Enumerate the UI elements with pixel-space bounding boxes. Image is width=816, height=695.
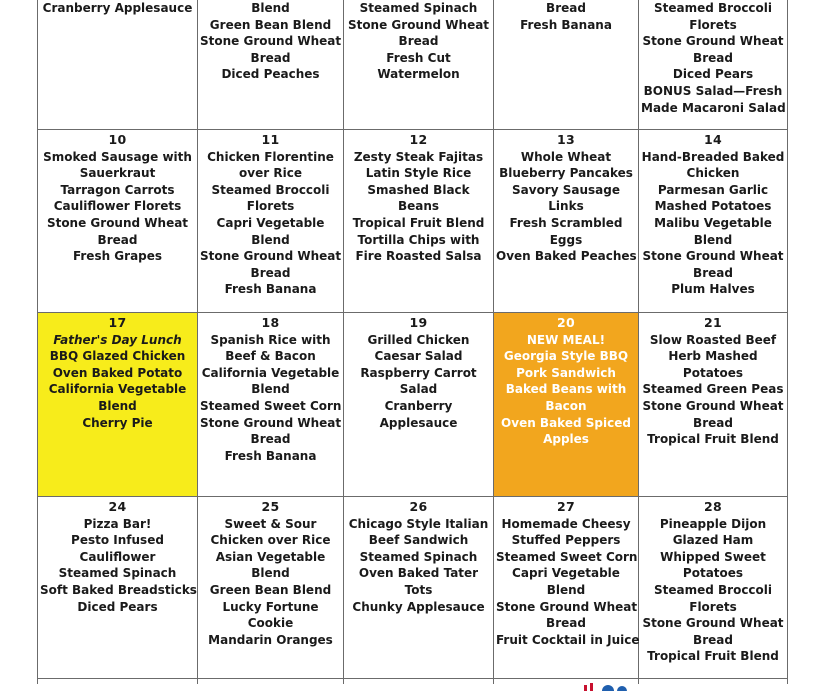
day-number: 19: [409, 315, 428, 330]
menu-item-line: Pineapple Dijon: [659, 516, 767, 531]
menu-item-line: Fresh Grapes: [72, 249, 163, 264]
menu-item-list: [641, 0, 785, 116]
menu-item-line: Blueberry Pancakes: [499, 166, 633, 181]
partial-logo-graphic: [576, 676, 696, 684]
calendar-cell-day-17: [38, 313, 197, 496]
menu-item-line: Blend: [98, 398, 137, 413]
menu-item-line: Bread: [693, 632, 733, 647]
menu-item-line: Steamed Sweet Corn: [200, 398, 342, 413]
menu-item-line: Smoked Sausage with: [43, 149, 192, 164]
menu-item-line: Eggs: [549, 232, 583, 247]
menu-item-line: Glazed Ham: [672, 533, 754, 548]
day-number: 20: [557, 315, 575, 330]
menu-item-line: Latin Style Rice: [365, 166, 472, 181]
menu-item-line: Potatoes: [682, 365, 744, 380]
menu-item-line: Stone Ground Wheat: [46, 215, 189, 230]
menu-item-line: Bread: [250, 265, 291, 280]
menu-item-line: Grilled Chicken: [367, 332, 470, 347]
menu-item-line: Diced Pears: [77, 599, 158, 614]
menu-item-line: Stone Ground Wheat: [200, 34, 342, 49]
menu-item-line: BBQ Glazed Chicken: [49, 349, 186, 364]
menu-item-line: Savory Sausage: [512, 182, 620, 197]
menu-item-line: Cherry Pie: [82, 415, 153, 430]
calendar-cell-partial: [344, 0, 493, 129]
menu-item-line: California Vegetable: [201, 365, 340, 380]
menu-item-line: Mandarin Oranges: [208, 632, 333, 647]
menu-item-line: Lucky Fortune: [222, 599, 319, 614]
grid-line: [787, 0, 788, 684]
calendar-cell-day-18: [198, 313, 343, 496]
calendar-cell-day-12: [344, 130, 493, 312]
calendar-cell-partial: [494, 0, 638, 129]
menu-item-line: Stone Ground Wheat: [642, 249, 784, 264]
menu-item-line: Bread: [250, 432, 291, 447]
menu-item-line: Salad: [399, 382, 438, 397]
menu-item-line: Fire Roasted Salsa: [355, 249, 482, 264]
day-number: 24: [108, 499, 127, 514]
menu-item-line: Cranberry: [384, 398, 453, 413]
menu-item-line: Bread: [693, 415, 733, 430]
day-number: 28: [704, 499, 722, 514]
menu-item-line: Chicken: [686, 166, 740, 181]
special-event-label: Father's Day Lunch: [53, 332, 182, 347]
menu-item-line: Oven Baked Tater: [358, 566, 479, 581]
menu-item-line: California Vegetable: [48, 382, 187, 397]
menu-item-line: Tropical Fruit Blend: [647, 649, 779, 664]
menu-item-line: Applesauce: [379, 415, 458, 430]
menu-item-line: Steamed Broccoli: [653, 582, 773, 597]
menu-item-line: Chicken Florentine: [207, 149, 334, 164]
menu-item-line: Apples: [543, 432, 589, 447]
menu-item-line: Green Bean Blend: [209, 17, 332, 32]
menu-item-line: BONUS Salad—Fresh: [643, 83, 783, 98]
menu-item-line: Whole Wheat: [520, 149, 612, 164]
menu-item-line: Diced Peaches: [221, 67, 320, 82]
menu-item-line: Stuffed Peppers: [511, 533, 621, 548]
menu-item-line: Tortilla Chips with: [357, 232, 480, 247]
menu-item-line: Bacon: [545, 398, 587, 413]
menu-item-line: Oven Baked Potato: [52, 365, 183, 380]
menu-item-line: Steamed Spinach: [359, 549, 478, 564]
menu-item-line: Georgia Style BBQ: [503, 349, 629, 364]
menu-item-line: Bread: [546, 616, 586, 631]
calendar-cell-day-28: [639, 497, 787, 678]
menu-item-line: Sauerkraut: [79, 166, 156, 181]
menu-item-line: Bread: [398, 34, 439, 49]
menu-item-line: Capri Vegetable: [512, 566, 620, 581]
menu-item-line: Tropical Fruit Blend: [647, 432, 779, 447]
menu-item-line: Herb Mashed: [668, 349, 758, 364]
day-number: 13: [557, 132, 575, 147]
menu-item-line: Florets: [689, 599, 737, 614]
calendar-cell-day-14: [639, 130, 787, 312]
menu-item-line: Raspberry Carrot: [360, 365, 477, 380]
calendar-cell-day-21: [639, 313, 787, 496]
menu-item-line: Chicago Style Italian: [348, 516, 489, 531]
menu-item-line: Stone Ground Wheat: [200, 415, 342, 430]
menu-item-line: Fresh Scrambled: [509, 215, 623, 230]
menu-item-line: Chicken over Rice: [210, 533, 331, 548]
menu-item-line: Bread: [546, 1, 586, 15]
menu-item-line: Soft Baked Breadsticks: [40, 582, 197, 597]
menu-item-line: Stone Ground Wheat: [642, 616, 784, 631]
menu-item-line: Fresh Cut: [386, 50, 451, 65]
menu-item-list: [346, 0, 491, 83]
day-number: 17: [108, 315, 127, 330]
menu-item-line: Fruit Cocktail in Juice: [496, 632, 640, 647]
menu-item-line: Bread: [250, 50, 291, 65]
menu-item-line: Stone Ground Wheat: [496, 599, 638, 614]
day-number: 11: [261, 132, 280, 147]
menu-item-line: Steamed Spinach: [58, 566, 177, 581]
menu-item-line: Asian Vegetable: [215, 549, 326, 564]
menu-item-line: Blend: [251, 232, 290, 247]
day-number: 27: [557, 499, 575, 514]
day-number: 21: [704, 315, 722, 330]
menu-item-line: Pork Sandwich: [516, 365, 616, 380]
menu-item-line: Florets: [689, 17, 737, 32]
menu-item-line: Spanish Rice with: [210, 332, 331, 347]
menu-item-line: Blend: [251, 382, 290, 397]
menu-item-line: Slow Roasted Beef: [649, 332, 777, 347]
menu-item-line: Whipped Sweet: [660, 549, 766, 564]
calendar-cell-day-25: [198, 497, 343, 678]
menu-item-line: over Rice: [239, 166, 302, 181]
menu-item-line: Links: [548, 199, 584, 214]
menu-item-line: Sweet & Sour: [224, 516, 317, 531]
menu-item-line: Capri Vegetable: [216, 215, 325, 230]
menu-item-line: Tots: [404, 582, 433, 597]
menu-item-line: Cookie: [247, 616, 294, 631]
menu-item-line: Potatoes: [682, 566, 744, 581]
menu-item-line: Oven Baked Peaches: [496, 249, 637, 264]
calendar-cell-partial: [198, 0, 343, 129]
day-number: 25: [261, 499, 280, 514]
menu-item-line: Homemade Cheesy: [501, 516, 631, 531]
menu-item-line: Zesty Steak Fajitas: [353, 149, 484, 164]
menu-item-line: Parmesan Garlic: [657, 182, 769, 197]
menu-item-line: Bread: [97, 232, 138, 247]
calendar-cell-day-26: [344, 497, 493, 678]
menu-item-line: Caesar Salad: [374, 349, 463, 364]
menu-item-line: Stone Ground Wheat: [642, 398, 784, 413]
menu-item-line: Bread: [693, 50, 733, 65]
menu-item-line: Steamed Broccoli: [211, 182, 330, 197]
menu-item-line: Fresh Banana: [520, 17, 612, 32]
menu-item-line: Florets: [246, 199, 295, 214]
menu-item-line: Blend: [546, 582, 586, 597]
menu-item-line: Cauliflower: [79, 549, 156, 564]
menu-item-line: Green Bean Blend: [209, 582, 332, 597]
menu-item-line: Diced Pears: [672, 67, 754, 82]
menu-item-line: Beef Sandwich: [368, 533, 469, 548]
menu-item-line: Steamed Green Peas: [642, 382, 784, 397]
menu-item-line: Blend: [693, 232, 733, 247]
calendar-cell-day-24: [38, 497, 197, 678]
menu-item-line: Oven Baked Spiced: [501, 415, 631, 430]
menu-item-line: Made Macaroni Salad: [641, 100, 786, 115]
menu-item-list: [40, 0, 195, 17]
calendar-cell-day-13: [494, 130, 638, 312]
menu-item-list: [496, 0, 636, 33]
menu-item-line: Chunky Applesauce: [352, 599, 485, 614]
calendar-cell-day-10: [38, 130, 197, 312]
day-number: 12: [409, 132, 428, 147]
calendar-cell-day-19: [344, 313, 493, 496]
menu-item-line: Fresh Banana: [224, 282, 317, 297]
menu-item-line: Watermelon: [377, 67, 460, 82]
menu-item-line: Hand-Breaded Baked: [641, 149, 785, 164]
day-number: 18: [261, 315, 280, 330]
menu-item-line: Cauliflower Florets: [53, 199, 182, 214]
menu-item-line: Stone Ground Wheat: [347, 17, 490, 32]
menu-item-line: Steamed Spinach: [359, 1, 478, 15]
day-number: 14: [704, 132, 722, 147]
menu-item-line: Fresh Banana: [224, 448, 317, 463]
calendar-cell-partial: [639, 0, 787, 129]
menu-item-line: Beef & Bacon: [225, 349, 316, 364]
menu-item-list: [200, 0, 341, 83]
day-number: 26: [409, 499, 428, 514]
menu-item-line: Stone Ground Wheat: [642, 34, 784, 49]
menu-item-line: Cranberry Applesauce: [42, 1, 193, 15]
menu-item-line: Steamed Sweet Corn: [496, 549, 638, 564]
menu-item-line: Pesto Infused: [71, 533, 164, 548]
menu-item-line: Bread: [693, 265, 733, 280]
menu-item-line: Plum Halves: [671, 282, 755, 297]
menu-item-line: Baked Beans with: [505, 382, 627, 397]
menu-item-line: Tropical Fruit Blend: [352, 215, 485, 230]
menu-item-line: Tarragon Carrots: [60, 182, 175, 197]
calendar-cell-partial: [38, 0, 197, 129]
calendar-cell-day-27: [494, 497, 638, 678]
menu-item-line: Blend: [251, 566, 290, 581]
menu-item-line: NEW MEAL!: [526, 332, 606, 347]
menu-item-line: Steamed Broccoli: [653, 1, 773, 15]
day-number: 10: [108, 132, 127, 147]
menu-item-line: Blend: [251, 1, 290, 15]
calendar-cell-day-20: [494, 313, 638, 496]
menu-item-line: Mashed Potatoes: [654, 199, 772, 214]
menu-item-line: Smashed Black: [367, 182, 470, 197]
menu-item-line: Malibu Vegetable: [654, 215, 772, 230]
menu-item-line: Stone Ground Wheat: [200, 249, 342, 264]
calendar-cell-day-11: [198, 130, 343, 312]
menu-item-line: Beans: [397, 199, 440, 214]
menu-item-line: Pizza Bar!: [83, 516, 152, 531]
